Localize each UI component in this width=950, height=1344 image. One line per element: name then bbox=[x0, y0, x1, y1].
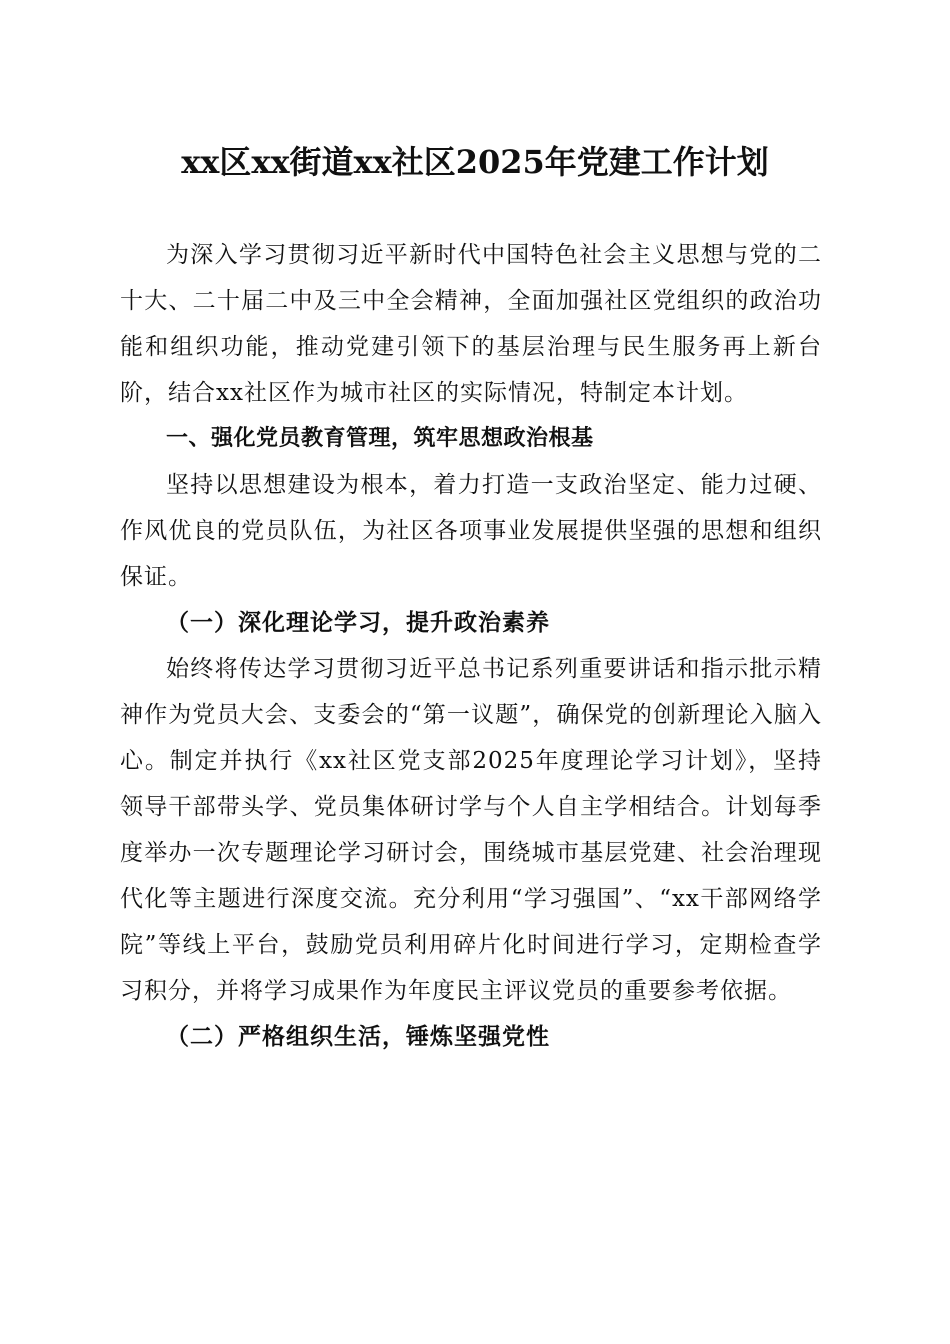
intro-paragraph: 为深入学习贯彻习近平新时代中国特色社会主义思想与党的二十大、二十届二中及三中全会精神，全面加强社区党组织的政治功能和组织功能，推动党建引领下的基层治理与民生服务再上新台阶，结合xx社区作为城市社区的实际情况，特制定本计划。 bbox=[120, 242, 822, 406]
document-body bbox=[120, 232, 822, 1060]
subsection-1-paragraph: 始终将传达学习贯彻习近平总书记系列重要讲话和指示批示精神作为党员大会、支委会的“第一议题”，确保党的创新理论入脑入心。制定并执行《xx社区党支部2025年度理论学习计划》，坚持领导干部带头学、党员集体研讨学与个人自主学相结合。计划每季度举办一次专题理论学习研讨会，围绕城市基层党建、社会治理现代化等主题进行深度交流。充分利用“学习强国”、“xx干部网络学院”等线上平台，鼓励党员利用碎片化时间进行学习，定期检查学习积分，并将学习成果作为年度民主评议党员的重要参考依据。 bbox=[120, 656, 822, 1004]
subsection-1-heading: （一）深化理论学习，提升政治素养 bbox=[166, 609, 550, 636]
section-1-paragraph: 坚持以思想建设为根本，着力打造一支政治坚定、能力过硬、作风优良的党员队伍，为社区各项事业发展提供坚强的思想和组织保证。 bbox=[120, 472, 822, 590]
section-1-heading: 一、强化党员教育管理，筑牢思想政治根基 bbox=[166, 426, 594, 451]
subsection-2-heading: （二）严格组织生活，锤炼坚强党性 bbox=[166, 1023, 550, 1050]
page-title: xx区xx街道xx社区2025年党建工作计划 bbox=[181, 143, 769, 181]
